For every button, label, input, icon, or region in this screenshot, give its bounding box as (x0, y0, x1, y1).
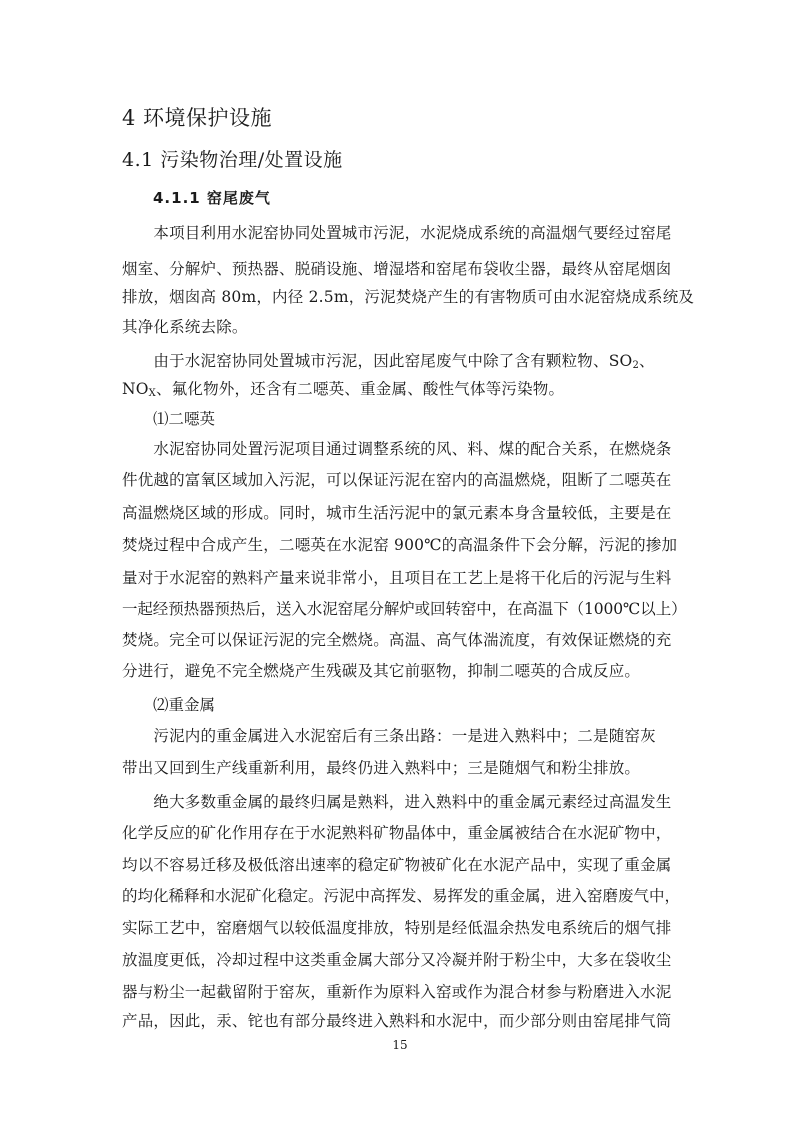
paragraph-line: 其净化系统去除。 (122, 318, 248, 336)
paragraph-line: 污泥内的重金属进入水泥窑后有三条出路：一是进入熟料中；二是随窑灰 (122, 727, 656, 745)
line-text: 由于水泥窑协同处置城市污泥，因此窑尾废气中除了含有颗粒物、SO (122, 352, 633, 370)
paragraph-line (122, 378, 564, 405)
paragraph-line: 高温燃烧区域的形成。同时，城市生活污泥中的氯元素本身含量较低，主要是在 (122, 504, 672, 522)
paragraph-line: 焚烧过程中合成产生，二噁英在水泥窑 900℃的高温条件下会分解，污泥的掺加 (122, 536, 678, 554)
list-heading: ⑵重金属 (122, 696, 216, 714)
paragraph-line: 均以不容易迁移及极低溶出速率的稳定矿物被矿化在水泥产品中，实现了重金属 (122, 856, 672, 874)
paragraph-line: 烟室、分解炉、预热器、脱硝设施、增湿塔和窑尾布袋收尘器，最终从窑尾烟囱 (122, 260, 672, 278)
paragraph-line: 化学反应的矿化作用存在于水泥熟料矿物晶体中，重金属被结合在水泥矿物中， (122, 824, 672, 842)
paragraph-line: 的均化稀释和水泥矿化稳定。污泥中高挥发、易挥发的重金属，进入窑磨废气中， (122, 887, 681, 905)
line-text: NO (122, 380, 149, 398)
paragraph-line: 分进行，避免不完全燃烧产生残碳及其它前驱物，抑制二噁英的合成反应。 (122, 662, 641, 680)
paragraph-line: 焚烧。完全可以保证污泥的完全燃烧。高温、高气体湍流度，有效保证燃烧的充 (122, 631, 672, 649)
paragraph-line: 水泥窑协同处置污泥项目通过调整系统的风、料、煤的配合关系，在燃烧条 (122, 440, 672, 458)
paragraph-line: 产品，因此，汞、铊也有部分最终进入熟料和水泥中，而少部分则由窑尾排气筒 (122, 1012, 672, 1030)
paragraph-line: 实际工艺中，窑磨烟气以较低温度排放，特别是经低温余热发电系统后的烟气排 (122, 919, 672, 937)
section-heading: 4.1 污染物治理/处置设施 (122, 149, 343, 171)
paragraph-line: 放温度更低，冷却过程中这类重金属大部分又冷凝并附于粉尘中，大多在袋收尘 (122, 951, 672, 969)
chapter-heading: 4 环境保护设施 (122, 106, 273, 130)
subsection-heading: 4.1.1 窑尾废气 (153, 189, 271, 207)
subscript: X (148, 388, 156, 399)
paragraph-line: 绝大多数重金属的最终归属是熟料，进入熟料中的重金属元素经过高温发生 (122, 793, 672, 811)
page-number: 15 (392, 1038, 408, 1052)
subscript: 2 (632, 360, 639, 371)
paragraph-line: 件优越的富氧区域加入污泥，可以保证污泥在窑内的高温燃烧，阻断了二噁英在 (122, 471, 672, 489)
list-heading: ⑴二噁英 (122, 410, 216, 428)
paragraph-line: 排放，烟囱高 80m，内径 2.5m，污泥焚烧产生的有害物质可由水泥窑烧成系统及 (122, 288, 695, 306)
paragraph-line: 本项目利用水泥窑协同处置城市污泥，水泥烧成系统的高温烟气要经过窑尾 (122, 224, 672, 242)
paragraph-line: 量对于水泥窑的熟料产量来说非常小，且项目在工艺上是将干化后的污泥与生料 (122, 569, 672, 587)
line-text: 、 (639, 352, 655, 370)
paragraph-line (122, 350, 655, 377)
paragraph-line: 带出又回到生产线重新利用，最终仍进入熟料中；三是随烟气和粉尘排放。 (122, 759, 641, 777)
paragraph-line: 一起经预热器预热后，送入水泥窑尾分解炉或回转窑中，在高温下（1000℃以上） (122, 600, 687, 618)
paragraph-line: 器与粉尘一起截留附于窑灰，重新作为原料入窑或作为混合材参与粉磨进入水泥 (122, 983, 672, 1001)
line-text: 、氟化物外，还含有二噁英、重金属、酸性气体等污染物。 (156, 380, 565, 398)
